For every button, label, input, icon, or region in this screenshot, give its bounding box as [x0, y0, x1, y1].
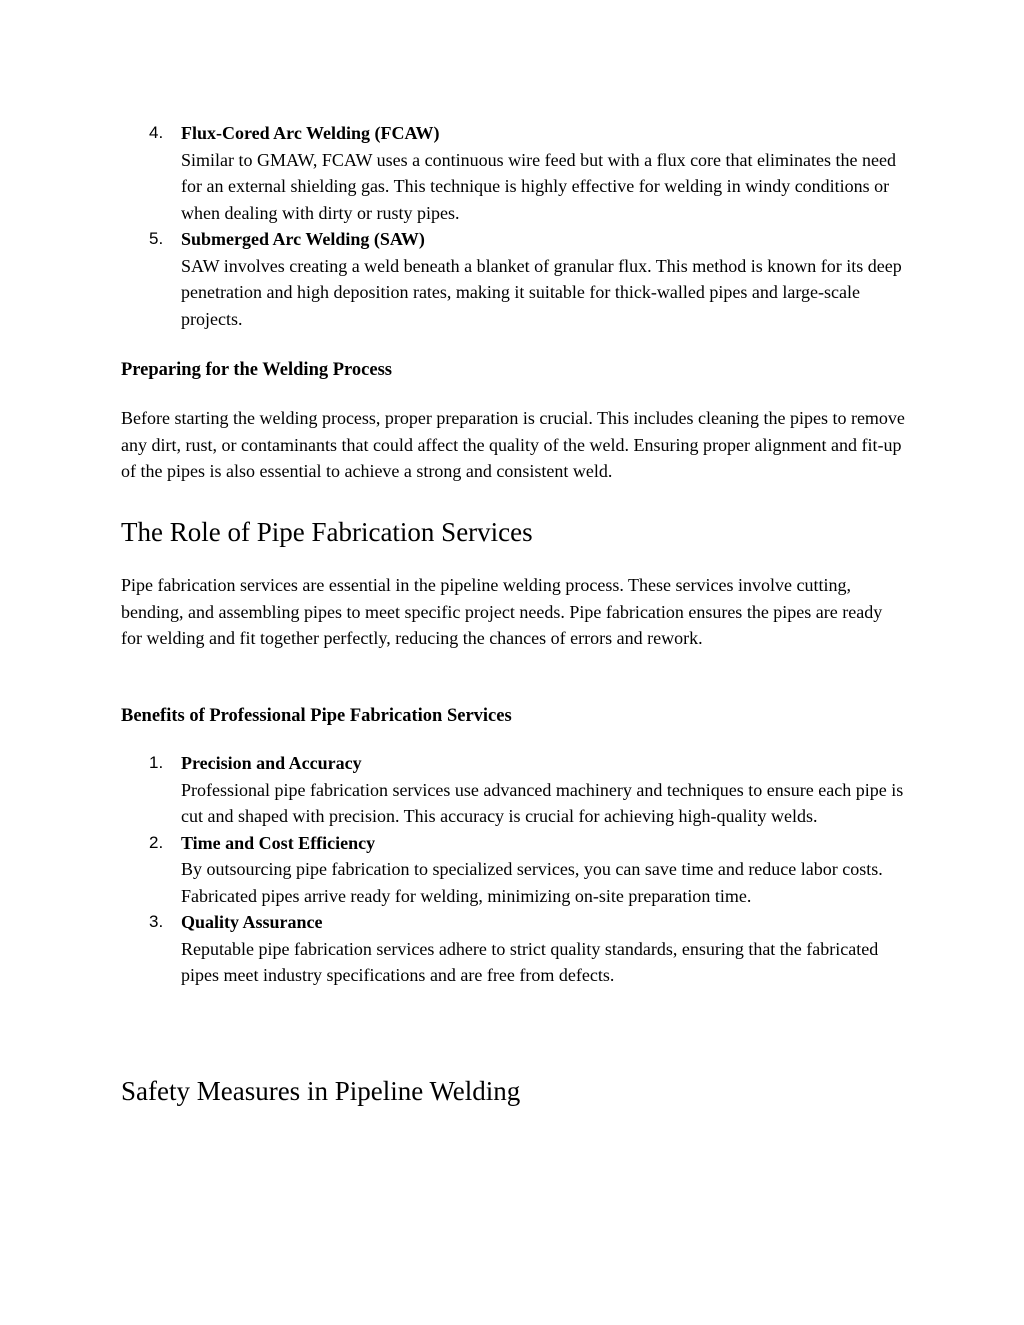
benefits-list	[0, 750, 1024, 989]
list-item-body: Professional pipe fabrication services use advanced machinery and techniques to ensure each pipe is cut and shaped with precision. This accuracy is crucial for achieving high-quality welds.	[181, 779, 904, 826]
list-item-efficiency	[0, 830, 1024, 910]
list-number: 1.	[149, 753, 164, 772]
benefits-heading: Benefits of Professional Pipe Fabrication Services	[121, 706, 512, 726]
list-item-body: By outsourcing pipe fabrication to specialized services, you can save time and reduce labor costs. Fabricated pipes arrive ready for welding, minimizing on-site preparation time.	[181, 859, 883, 906]
role-heading: The Role of Pipe Fabrication Services	[121, 517, 533, 547]
list-item-body: Reputable pipe fabrication services adhere to strict quality standards, ensuring that the fabricated pipes meet industry specifications and are free from defects.	[181, 938, 879, 985]
list-item-title: Time and Cost Efficiency	[181, 832, 376, 853]
preparing-paragraph: Before starting the welding process, proper preparation is crucial. This includes cleaning the pipes to remove any dirt, rust, or contaminants that could affect the quality of the weld. Ensuring proper alignment and fit-up of the pipes is also essential to achieve a strong and consistent weld.	[121, 408, 905, 481]
safety-heading: Safety Measures in Pipeline Welding	[121, 1076, 521, 1106]
preparing-heading: Preparing for the Welding Process	[121, 360, 392, 380]
welding-methods-list	[0, 120, 1024, 332]
list-item-title: Submerged Arc Welding (SAW)	[181, 229, 425, 249]
list-item-precision	[0, 750, 1024, 830]
list-item-fcaw	[0, 120, 1024, 226]
list-item-saw	[0, 226, 1024, 332]
list-item-body: Similar to GMAW, FCAW uses a continuous wire feed but with a flux core that eliminates the need for an external shielding gas. This technique is highly effective for welding in windy conditions or when dealing with dirty or rusty pipes.	[181, 149, 896, 223]
list-item-body: SAW involves creating a weld beneath a blanket of granular flux. This method is known for its deep penetration and high deposition rates, making it suitable for thick-walled pipes and large-scale projects.	[181, 255, 902, 329]
list-item-quality	[0, 909, 1024, 989]
list-item-title: Precision and Accuracy	[181, 753, 362, 773]
list-number: 5.	[149, 229, 164, 248]
list-number: 2.	[149, 832, 164, 852]
list-item-title: Quality Assurance	[181, 912, 323, 932]
list-item-title: Flux-Cored Arc Welding (FCAW)	[181, 123, 440, 143]
role-paragraph: Pipe fabrication services are essential in the pipeline welding process. These services involve cutting, bending, and assembling pipes to meet specific project needs. Pipe fabrication ensures the pipes are ready for welding and fit together perfectly, reducing the chances of errors and rework.	[121, 575, 883, 648]
list-number: 3.	[149, 912, 164, 931]
list-number: 4.	[149, 123, 164, 142]
